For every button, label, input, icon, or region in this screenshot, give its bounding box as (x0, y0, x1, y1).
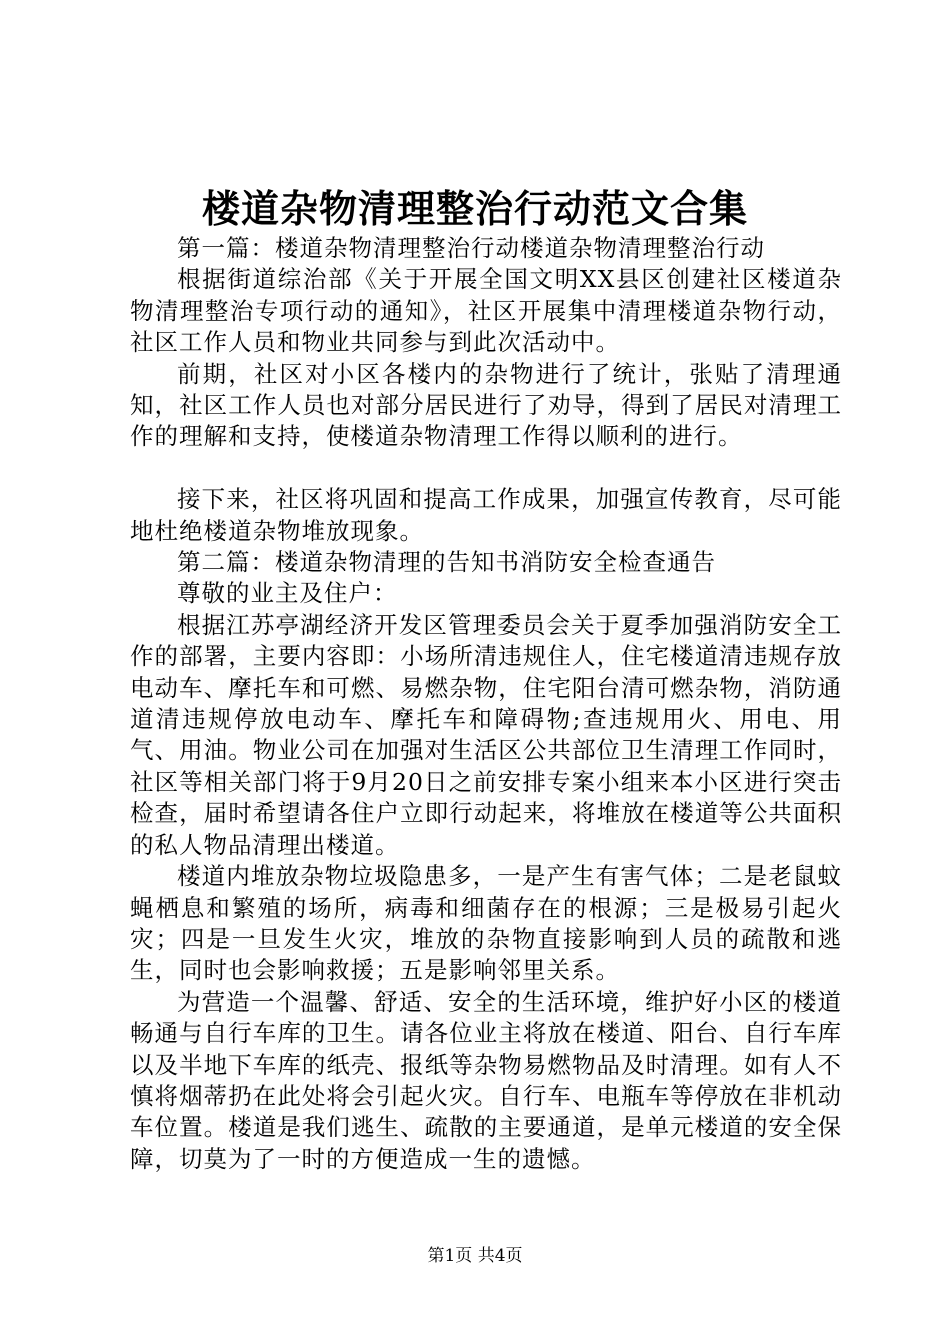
paragraph-1: 第一篇：楼道杂物清理整治行动楼道杂物清理整治行动 (177, 234, 765, 262)
page-footer: 第1页 共4页 (427, 1246, 523, 1266)
paragraph-5: 第二篇：楼道杂物清理的告知书消防安全检查通告 (177, 548, 716, 577)
page-title: 楼道杂物清理整治行动范文合集 (201, 186, 748, 231)
paragraph-7: 根据江苏亭湖经济开发区管理委员会关于夏季加强消防安全工作的部署，主要内容即：小场所清违规住人，住宅楼道清违规存放电动车、摩托车和可燃、易燃杂物，住宅阳台清可燃杂物，消防通道清违规停放电动车、摩托车和障碍物;查违规用火、用电、用气、用油。物业公司在加强对生活区公共部位卫生清理工作同时，社区等相关部门将于9月20日之前安排专案小组来本小区进行突击检查，届时希望请各住户立即行动起来，将堆放在楼道等公共面积的私人物品清理出楼道。 (130, 610, 842, 859)
paragraph-8: 楼道内堆放杂物垃圾隐患多，一是产生有害气体；二是老鼠蚊蝇栖息和繁殖的场所，病毒和细菌存在的根源；三是极易引起火灾；四是一旦发生火灾，堆放的杂物直接影响到人员的疏散和逃生，同时也会影响救援；五是影响邻里关系。 (130, 862, 842, 985)
paragraph-3: 前期，社区对小区各楼内的杂物进行了统计，张贴了清理通知，社区工作人员也对部分居民进行了劝导，得到了居民对清理工作的理解和支持，使楼道杂物清理工作得以顺利的进行。 (130, 359, 842, 451)
paragraph-4: 接下来，社区将巩固和提高工作成果，加强宣传教育，尽可能地杜绝楼道杂物堆放现象。 (130, 485, 842, 545)
paragraph-9: 为营造一个温馨、舒适、安全的生活环境，维护好小区的楼道畅通与自行车库的卫生。请各位业主将放在楼道、阳台、自行车库以及半地下车库的纸壳、报纸等杂物易燃物品及时清理。如有人不慎将烟蒂扔在此处将会引起火灾。自行车、电瓶车等停放在非机动车位置。楼道是我们逃生、疏散的主要通道，是单元楼道的安全保障，切莫为了一时的方便造成一生的遗憾。 (130, 987, 842, 1173)
paragraph-2: 根据街道综治部《关于开展全国文明XX县区创建社区楼道杂物清理整治专项行动的通知》，社区开展集中清理楼道杂物行动，社区工作人员和物业共同参与到此次活动中。 (130, 265, 842, 357)
document-body (130, 233, 842, 1175)
paragraph-6: 尊敬的业主及住户： (177, 579, 398, 608)
